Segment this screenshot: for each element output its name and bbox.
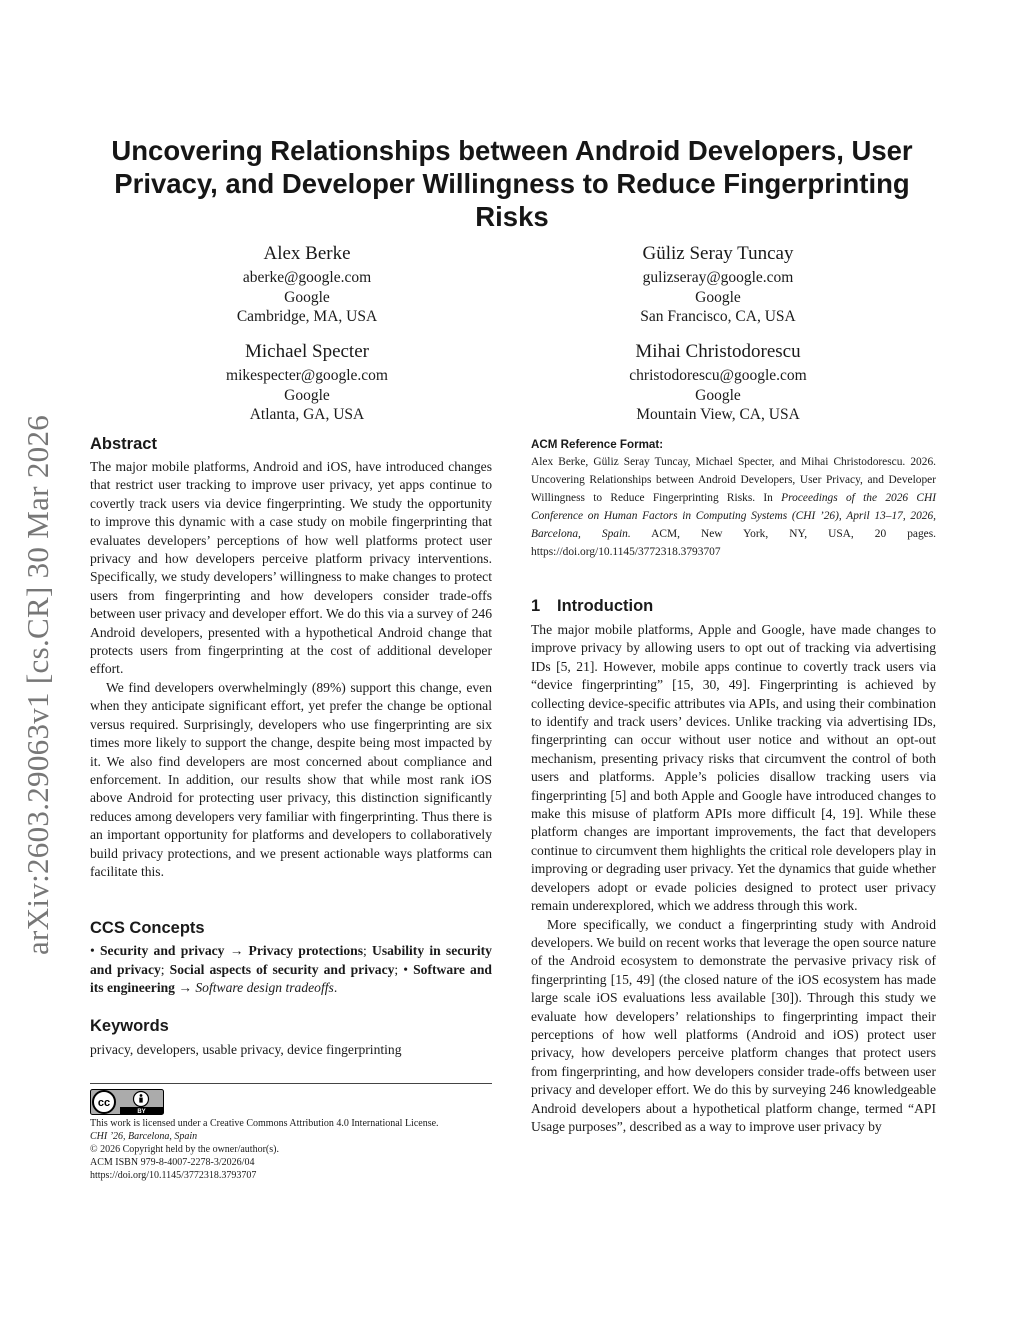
author-location: Atlanta, GA, USA bbox=[249, 406, 365, 424]
license-line: ACM ISBN 979-8-4007-2278-3/2026/04 bbox=[90, 1156, 255, 1168]
paper-title bbox=[90, 134, 934, 233]
title-line: Privacy, and Developer Willingness to Reduce Fingerprinting bbox=[114, 168, 910, 199]
separator: . bbox=[333, 980, 338, 996]
author-block bbox=[563, 340, 873, 425]
author-email: mikespecter@google.com bbox=[226, 367, 388, 384]
author-affiliation: Google bbox=[695, 288, 741, 306]
author-affiliation: Google bbox=[284, 288, 330, 306]
author-email: gulizseray@google.com bbox=[642, 269, 794, 286]
introduction-heading bbox=[531, 596, 653, 616]
arrow: → bbox=[178, 980, 192, 996]
cc-by-license-icon bbox=[90, 1089, 164, 1115]
acm-reference-heading: ACM Reference Format: bbox=[531, 438, 664, 451]
introduction-paragraph: More specifically, we conduct a fingerprinting study with Android developers. We build on recent works that leverage the open source nature of the Android ecosystem to demonstrate the pervasive privacy risk of fingerprinting [15, 49] (the closed nature of the iOS ecosystem has made large scale iOS evaluations less available [30]). Through this study we evaluate how developers’ relationships to fingerprinting impact their perceptions of how well platforms (Android and iOS) protect user privacy, how developers perceive platform changes that protect users from fingerprinting, and how developers consider trade-offs between user privacy and developer effort. We do this by surveying 246 knowledgeable Android developers about a hypothetical platform change, termed “API Usage purposes”, described as a way to improve user privacy by bbox=[531, 916, 936, 1134]
arxiv-identifier: arXiv:2603.29063v1 [cs.CR] 30 Mar 2026 bbox=[20, 414, 55, 955]
license-block bbox=[90, 1118, 510, 1183]
license-line: This work is licensed under a Creative Commons Attribution 4.0 International License. bbox=[90, 1118, 439, 1129]
introduction-paragraph: The major mobile platforms, Apple and Google, have made changes to improve privacy by allowing users to opt out of tracking via advertising IDs [5, 21]. However, mobile apps continue to covertly track users via “device fingerprinting” [15, 30, 49]. Fingerprinting is achieved by collecting device-specific attributes via APIs, and using their combination to identify and track users’ devices. Unlike tracking via advertising IDs, fingerprinting can occur without user notice and without an opt-out mechanism, presenting privacy risks that circumvent the control of both users and platforms. Apple’s policies disallow tracking users via fingerprinting [5] and both Apple and Google have introduced changes to make this misuse of platform APIs more difficult [4, 19]. While these platform changes are important improvements, the fact that developers continue to circumvent them highlights the critical role developers play in improving or degrading user privacy. Yet the dynamics that guide whether developers adopt or evade policies designed to protect user privacy remain underexplored, which we address through this work. bbox=[531, 622, 936, 914]
by-badge-text: BY bbox=[137, 1109, 146, 1115]
ccs-term: Software and its engineering bbox=[90, 961, 492, 996]
bullet: • bbox=[403, 961, 409, 977]
author-email: aberke@google.com bbox=[242, 269, 372, 286]
keywords-text: privacy, developers, usable privacy, device fingerprinting bbox=[90, 1042, 402, 1057]
reference-text: ACM, New York, NY, USA, 20 pages. https://doi.org/10.1145/3772318.3793707 bbox=[531, 527, 937, 558]
separator: ; bbox=[160, 961, 165, 977]
author-name: Alex Berke bbox=[263, 243, 351, 264]
author-email: christodorescu@google.com bbox=[629, 367, 807, 384]
ccs-term: Social aspects of security and privacy bbox=[169, 961, 395, 977]
abstract-body bbox=[90, 458, 492, 881]
section-number: 1 bbox=[531, 597, 541, 615]
ccs-concepts bbox=[90, 942, 492, 998]
ccs-term: Usability in security and privacy bbox=[90, 943, 492, 977]
title-line: Uncovering Relationships between Android Developers, User bbox=[111, 135, 913, 166]
author-name: Güliz Seray Tuncay bbox=[642, 243, 794, 264]
author-name: Michael Specter bbox=[245, 341, 369, 362]
ccs-heading: CCS Concepts bbox=[90, 919, 205, 937]
author-affiliation: Google bbox=[284, 386, 330, 404]
author-location: Mountain View, CA, USA bbox=[636, 406, 800, 424]
abstract-paragraph: We find developers overwhelmingly (89%) support this change, even when they anticipate significant effort, yet prefer the change be optional versus required. Surprisingly, developers who use fingerprinting are six times more likely to support the change, despite being most impacted by it. We also find developers are most concerned about compliance and enforcement. In addition, our results show that while most rank iOS above Android for protecting user privacy, this distinction significantly reduces among developers very familiar with fingerprinting. Thus there is an important opportunity for platforms and developers to collaboratively build privacy protections, and we present actionable ways platforms can facilitate this. bbox=[90, 679, 492, 879]
reference-venue: Proceedings of the 2026 CHI Conference on Human Factors in Computing Systems (CHI ’26), April 13–17, 2026, Barcelona, Spain. bbox=[531, 491, 937, 540]
reference-text: Alex Berke, Güliz Seray Tuncay, Michael Specter, and Mihai Christodorescu. 2026. Uncovering Relationships between Android Developers, User Privacy, and Developer Willingness to Reduce Fingerprinting Risks. In bbox=[531, 456, 936, 504]
author-block bbox=[152, 340, 462, 425]
ccs-term: Security and privacy bbox=[100, 943, 225, 958]
cc-badge-text: cc bbox=[97, 1097, 111, 1109]
keywords-heading: Keywords bbox=[90, 1017, 169, 1035]
separator: ; bbox=[363, 943, 367, 958]
section-title: Introduction bbox=[557, 597, 654, 615]
abstract-heading: Abstract bbox=[90, 435, 157, 453]
arrow: → bbox=[229, 943, 244, 958]
author-location: Cambridge, MA, USA bbox=[236, 308, 378, 326]
license-line: © 2026 Copyright held by the owner/author(s). bbox=[90, 1143, 279, 1155]
license-doi: https://doi.org/10.1145/3772318.3793707 bbox=[90, 1169, 257, 1181]
title-line: Risks bbox=[475, 201, 549, 232]
author-name: Mihai Christodorescu bbox=[635, 341, 801, 362]
author-block bbox=[152, 242, 462, 327]
author-location: San Francisco, CA, USA bbox=[640, 308, 796, 326]
author-affiliation: Google bbox=[695, 386, 741, 404]
author-block bbox=[563, 242, 873, 327]
bullet: • bbox=[90, 943, 95, 958]
separator: ; bbox=[394, 961, 399, 977]
abstract-paragraph: The major mobile platforms, Android and iOS, have introduced changes that restrict user tracking to improve user privacy, yet apps continue to covertly track users via device fingerprinting. We study the opportunity to improve this dynamic with a case study on mobile fingerprinting that evaluates developers’ perceptions of how well platforms protect user privacy and how developers perceive platform privacy interventions. Specifically, we study developers’ willingness to make changes to protect users from fingerprinting and how developers consider trade-offs between user privacy and developer effort. We do this via a survey of 246 Android developers, presented with a hypothetical Android change that protects users from fingerprinting at the cost of additional developer effort. bbox=[90, 459, 492, 677]
divider bbox=[90, 1083, 492, 1084]
ccs-term: Software design tradeoffs bbox=[195, 980, 334, 996]
introduction-body bbox=[531, 621, 936, 1136]
license-line: CHI ’26, Barcelona, Spain bbox=[90, 1130, 198, 1142]
ccs-term: Privacy protections bbox=[248, 943, 363, 958]
acm-reference-text bbox=[531, 454, 936, 561]
